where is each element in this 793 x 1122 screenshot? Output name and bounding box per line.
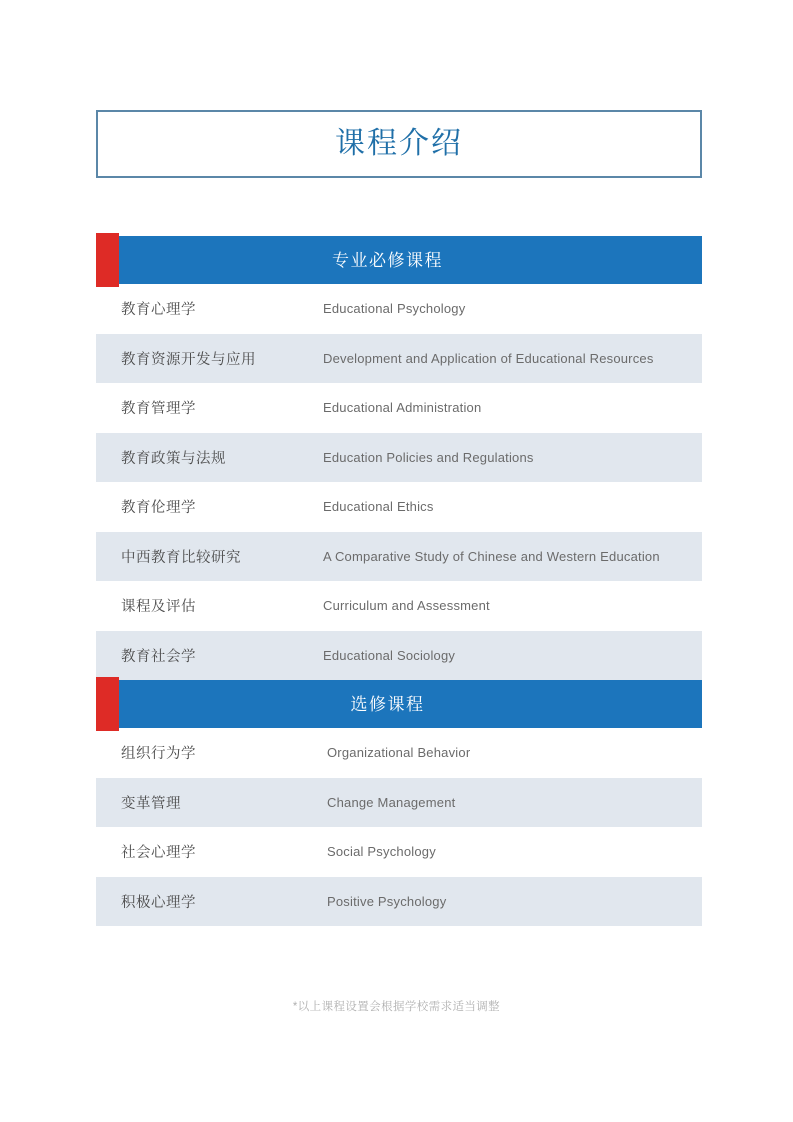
course-name-cn: 组织行为学 [121,746,196,763]
section-header-required [119,236,702,284]
course-name-cn: 教育政策与法规 [121,450,226,467]
table-row [96,581,702,631]
table-row [96,334,702,384]
red-accent-block-icon [96,233,119,287]
course-name-cn: 中西教育比较研究 [121,549,241,566]
table-row [96,778,702,828]
section-heading-label: 专业必修课程 [332,250,443,270]
table-row [96,827,702,877]
course-name-en: Change Management [327,794,456,810]
course-name-cn: 教育社会学 [121,648,196,665]
course-name-en: Development and Application of Educational Resources [323,350,654,366]
course-name-en: Educational Administration [323,400,482,416]
course-name-en: Educational Ethics [323,499,434,515]
table-row [96,284,702,334]
red-accent-block-icon [96,677,119,731]
course-name-en: Positive Psychology [327,893,447,909]
course-name-en: A Comparative Study of Chinese and Western Education [323,548,660,564]
course-name-cn: 课程及评估 [121,599,196,616]
table-row [96,877,702,927]
footnote-note: *以上课程设置会根据学校需求适当调整 [292,1001,501,1013]
section-elective-courses [96,680,702,926]
course-name-cn: 教育伦理学 [121,500,196,517]
table-row [96,532,702,582]
section-header-elective [119,680,702,728]
course-name-cn: 教育心理学 [121,302,196,319]
course-name-en: Organizational Behavior [327,745,471,761]
table-row [96,728,702,778]
page-title-box [96,110,702,178]
table-row [96,383,702,433]
course-name-en: Education Policies and Regulations [323,449,534,465]
table-row [96,482,702,532]
course-name-cn: 教育资源开发与应用 [121,351,256,368]
course-name-cn: 变革管理 [121,795,181,812]
course-name-en: Educational Sociology [323,647,456,663]
course-name-en: Educational Psychology [323,301,466,317]
section-required-courses [96,236,702,680]
page-title: 课程介绍 [335,127,463,160]
section-heading-label: 选修课程 [350,694,425,714]
table-row [96,433,702,483]
course-name-cn: 社会心理学 [121,845,196,862]
course-name-cn: 教育管理学 [121,401,196,418]
course-name-en: Social Psychology [327,844,436,860]
course-name-cn: 积极心理学 [121,894,196,911]
course-table [96,236,702,926]
course-name-en: Curriculum and Assessment [323,598,490,614]
table-row [96,631,702,681]
